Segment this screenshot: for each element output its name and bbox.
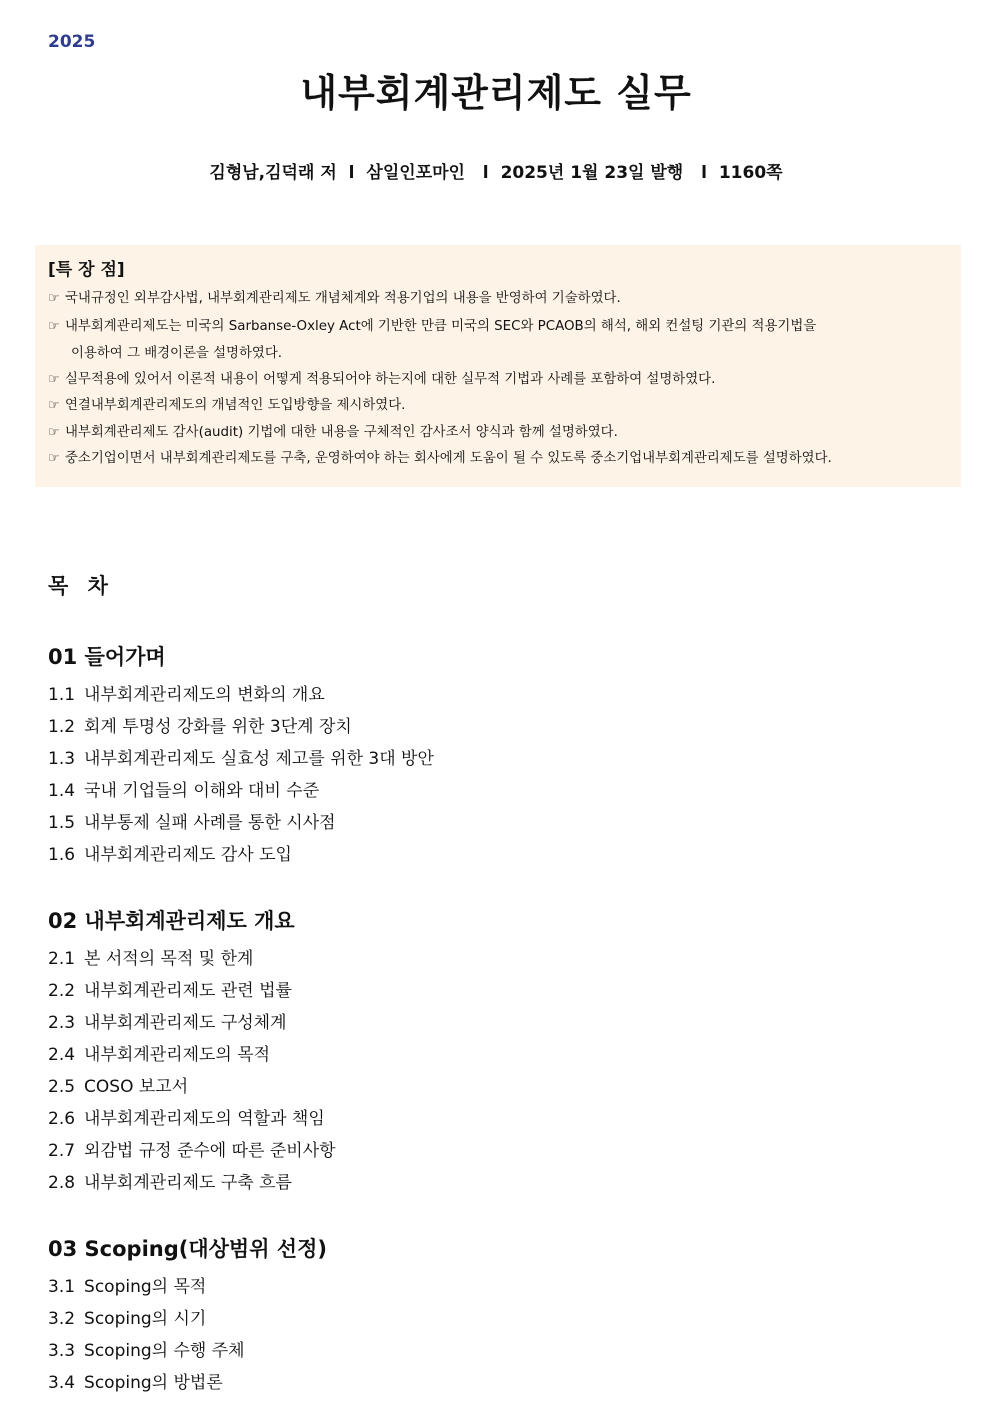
- features-box: [35, 245, 961, 487]
- toc-section: 3.2 Scoping의 시기: [48, 1309, 207, 1329]
- section-list: [48, 943, 336, 1199]
- toc-section: 2.8 내부회계관리제도 구축 흐름: [48, 1173, 292, 1193]
- toc-section: 2.5 COSO 보고서: [48, 1077, 189, 1097]
- toc-section: 1.2 회계 투명성 강화를 위한 3단계 장치: [48, 717, 352, 737]
- toc-section: 2.1 본 서적의 목적 및 한계: [48, 949, 254, 969]
- separator: l: [348, 163, 355, 183]
- toc-section: 2.4 내부회계관리제도의 목적: [48, 1045, 271, 1065]
- chapter-title: 02 내부회계관리제도 개요: [48, 909, 295, 933]
- separator: l: [695, 163, 707, 183]
- pointing-hand-icon: ☞: [48, 371, 60, 387]
- feature-item: ☞ 중소기업이면서 내부회계관리제도를 구축, 운영하여야 하는 회사에게 도움이 될 수 있도록 중소기업내부회계관리제도를 설명하였다.: [48, 446, 947, 473]
- toc-chapter-3: [48, 1233, 327, 1399]
- year-label: 2025: [48, 32, 96, 52]
- toc-section: 1.3 내부회계관리제도 실효성 제고를 위한 3대 방안: [48, 749, 434, 769]
- pointing-hand-icon: ☞: [48, 451, 60, 466]
- feature-item: ☞ 국내규정인 외부감사법, 내부회계관리제도 개념체계와 적용기업의 내용을 반영하여 기술하였다.: [48, 286, 947, 313]
- publish-date: 2025년 1월 23일 발행: [500, 163, 684, 183]
- pointing-hand-icon: ☞: [48, 291, 60, 306]
- section-list: [48, 679, 434, 871]
- toc-chapter-1: [48, 641, 434, 871]
- toc-section: 2.7 외감법 규정 준수에 따른 준비사항: [48, 1141, 336, 1161]
- toc-section: 1.4 국내 기업들의 이해와 대비 수준: [48, 781, 320, 801]
- separator: l: [476, 163, 489, 183]
- features-heading: [특 장 점]: [48, 260, 125, 280]
- authors: 김형남,김덕래 저: [209, 163, 337, 183]
- toc-section: 2.6 내부회계관리제도의 역할과 책임: [48, 1109, 325, 1129]
- toc-section: 3.1 Scoping의 목적: [48, 1277, 207, 1297]
- page-count: 1160쪽: [718, 163, 783, 183]
- features-list: [48, 286, 947, 473]
- pointing-hand-icon: ☞: [48, 318, 60, 334]
- toc-section: 2.2 내부회계관리제도 관련 법률: [48, 981, 292, 1001]
- toc-section: 1.6 내부회계관리제도 감사 도입: [48, 845, 292, 865]
- feature-item: ☞ 내부회계관리제도 감사(audit) 기법에 대한 내용을 구체적인 감사조서 양식과 함께 설명하였다.: [48, 420, 947, 447]
- feature-item: ☞ 내부회계관리제도는 미국의 Sarbanse-Oxley Act에 기반한 만큼 미국의 SEC와 PCAOB의 해석, 해외 컨설팅 기관의 적용기법을 이용하여 그 배경이론을 설명하였다.: [48, 313, 947, 367]
- toc-section: 3.4 Scoping의 방법론: [48, 1373, 223, 1393]
- toc-heading: 목 차: [48, 574, 114, 598]
- pointing-hand-icon: ☞: [48, 398, 60, 413]
- book-title: 내부회계관리제도 실무: [300, 71, 692, 115]
- feature-item: ☞ 실무적용에 있어서 이론적 내용이 어떻게 적용되어야 하는지에 대한 실무적 기법과 사례를 포함하여 설명하였다.: [48, 367, 947, 394]
- toc-section: 3.3 Scoping의 수행 주체: [48, 1341, 245, 1361]
- toc-chapter-2: [48, 905, 336, 1199]
- toc-section: 1.1 내부회계관리제도의 변화의 개요: [48, 685, 325, 705]
- chapter-title: 03 Scoping(대상범위 선정): [48, 1237, 327, 1261]
- toc-section: 2.3 내부회계관리제도 구성체계: [48, 1013, 287, 1033]
- pointing-hand-icon: ☞: [48, 424, 60, 440]
- toc-section: 1.5 내부통제 실패 사례를 통한 시사점: [48, 813, 336, 833]
- section-list: [48, 1271, 327, 1399]
- chapter-title: 01 들어가며: [48, 645, 166, 669]
- feature-item-continued: 이용하여 그 배경이론을 설명하였다.: [71, 345, 283, 361]
- publisher: 삼일인포마인: [366, 163, 465, 183]
- book-meta: [0, 158, 992, 183]
- feature-item: ☞ 연결내부회계관리제도의 개념적인 도입방향을 제시하였다.: [48, 393, 947, 420]
